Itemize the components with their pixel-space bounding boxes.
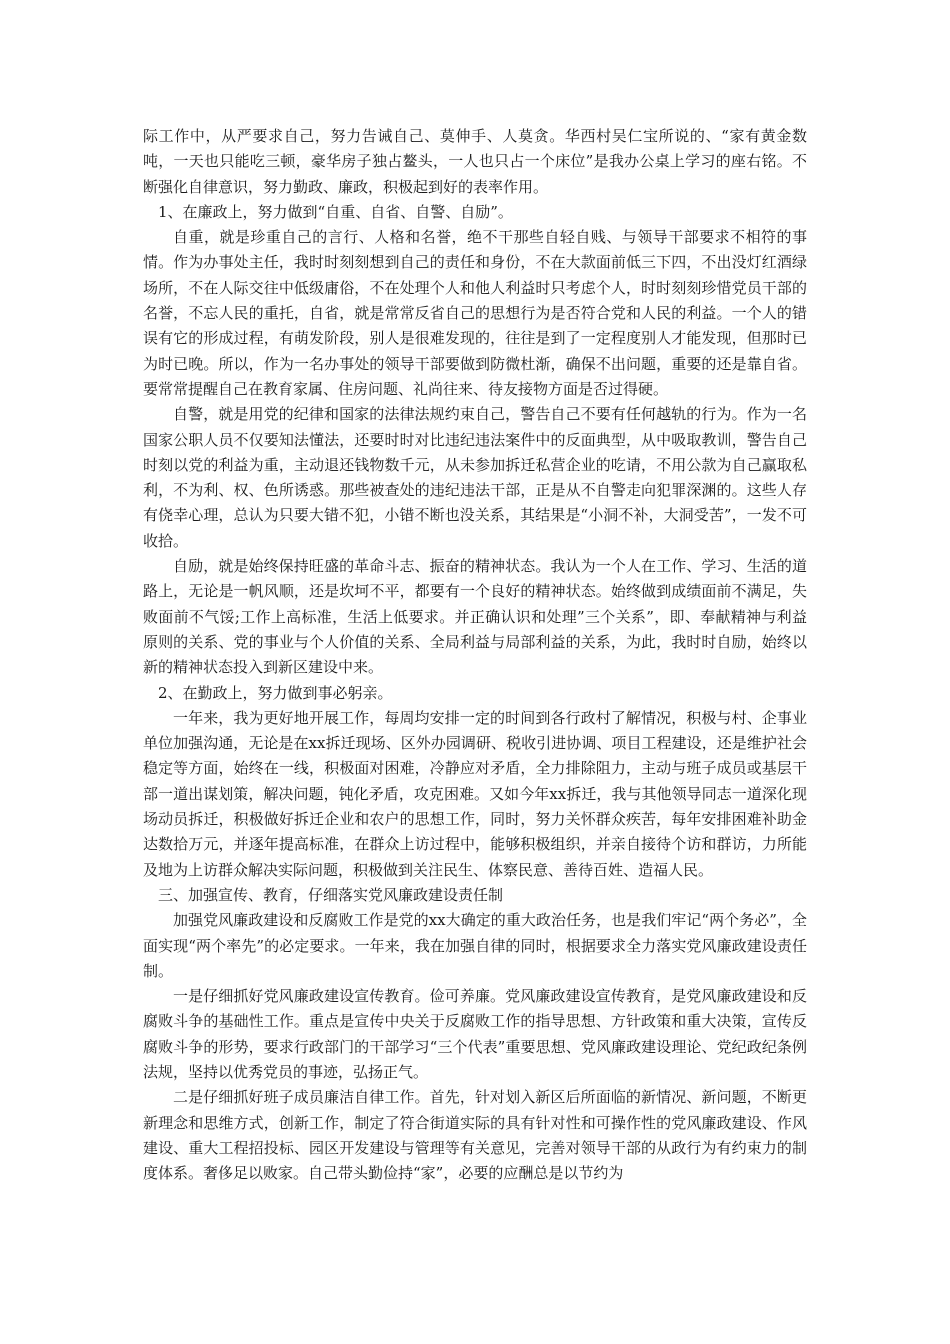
paragraph-diligence: 一年来，我为更好地开展工作，每周均安排一定的时间到各行政村了解情况，积极与村、企事业单位加强沟通，无论是在xx拆迁现场、区外办园调研、税收引进协调、项目工程建设，还是维护社会稳定等方面，始终在一线，积极面对困难，冷静应对矛盾，全力排除阻力，主动与班子成员或基层干部一道出谋划策，解决问题，钝化矛盾，攻克困难。又如今年xx拆迁，我与其他领导同志一道深化现场动员拆迁，积极做好拆迁企业和农户的思想工作，同时，努力关怀群众疾苦，每年安排困难补助金达数拾万元，并逐年提高标准，在群众上访过程中，能够积极组织，并亲自接待个访和群访，力所能及地为上访群众解决实际问题，积极做到关注民生、体察民意、善待百姓、造福人民。 xyxy=(143,708,807,879)
paragraph-education: 一是仔细抓好党风廉政建设宣传教育。俭可养廉。党风廉政建设宣传教育，是党风廉政建设和反腐败斗争的基础性工作。重点是宣传中央关于反腐败工作的指导思想、方针政策和重大决策，宣传反腐败斗争的形势，要求行政部门的干部学习“三个代表”重要思想、党风廉政建设理论、党纪政纪条例法规，坚持以优秀党员的事迹，弘扬正气。 xyxy=(143,987,807,1081)
paragraph-responsibility: 加强党风廉政建设和反腐败工作是党的xx大确定的重大政治任务，也是我们牢记“两个务必”，全面实现“两个率先”的必定要求。一年来，我在加强自律的同时，根据要求全力落实党风廉政建设责任制。 xyxy=(143,911,807,980)
paragraph-self-warning: 自警，就是用党的纪律和国家的法律法规约束自己，警告自己不要有任何越轨的行为。作为一名国家公职人员不仅要知法懂法，还要时时对比违纪违法案件中的反面典型，从中吸取教训，警告自己时刻以党的利益为重，主动退还钱物数千元，从未参加拆迁私营企业的吃请，不用公款为自己赢取私利，不为利、权、色所诱惑。那些被查处的违纪违法干部，正是从不自警走向犯罪深渊的。这些人存有侥幸心理，总认为只要大错不犯，小错不断也没关系，其结果是“小洞不补，大洞受苦”，一发不可收拾。 xyxy=(143,405,807,550)
section-heading-three: 三、加强宣传、教育，仔细落实党风廉政建设责任制 xyxy=(158,885,504,904)
paragraph-self-respect: 自重，就是珍重自己的言行、人格和名誉，绝不干那些自轻自贱、与领导干部要求不相符的事情。作为办事处主任，我时时刻刻想到自己的责任和身份，不在大款面前低三下四，不出没灯红酒绿场所，不在人际交往中低级庸俗，不在处理个人和他人利益时只考虑个人，时时刻刻珍惜党员干部的名誉，不忘人民的重托，自省，就是常常反省自己的思想行为是否符合党和人民的利益。一个人的错误有它的形成过程，有萌发阶段，别人是很难发现的，往往是到了一定程度别人才能发现，但那时已为时已晚。所以，作为一名办事处的领导干部要做到防微杜渐，确保不出问题，重要的还是靠自省。要常常提醒自己在教育家属、住房问题、礼尚往来、待友接物方面是否过得硬。 xyxy=(143,228,807,398)
paragraph-self-encouragement: 自励，就是始终保持旺盛的革命斗志、振奋的精神状态。我认为一个人在工作、学习、生活的道路上，无论是一帆风顺，还是坎坷不平，都要有一个良好的精神状态。始终做到成绩面前不满足，失败面前不气馁;工作上高标准，生活上低要求。并正确认识和处理”三个关系”，即、奉献精神与利益原则的关系、党的事业与个人价值的关系、全局利益与局部利益的关系，为此，我时时自励，始终以新的精神状态投入到新区建设中来。 xyxy=(143,557,807,677)
document-body xyxy=(143,124,807,1186)
paragraph-continuation: 际工作中，从严要求自己，努力告诫自己、莫伸手、人莫贪。华西村吴仁宝所说的、“家有黄金数吨，一天也只能吃三顿，豪华房子独占鳌头，一人也只占一个床位”是我办公桌上学习的座右铭。不断强化自律意识，努力勤政、廉政，积极起到好的表率作用。 xyxy=(143,127,807,196)
paragraph-team-discipline: 二是仔细抓好班子成员廉洁自律工作。首先，针对划入新区后所面临的新情况、新问题，不断更新理念和思维方式，创新工作，制定了符合街道实际的具有针对性和可操作性的党风廉政建设、作风建设、重大工程招投标、园区开发建设与管理等有关意见，完善对领导干部的从政行为有约束力的制度体系。奢侈足以败家。自己带头勤俭持“家”，必要的应酬总是以节约为 xyxy=(143,1088,807,1183)
subheading-diligence: 2、在勤政上，努力做到事必躬亲。 xyxy=(158,683,393,702)
subheading-integrity: 1、在廉政上，努力做到“自重、自省、自警、自励”。 xyxy=(158,202,513,221)
